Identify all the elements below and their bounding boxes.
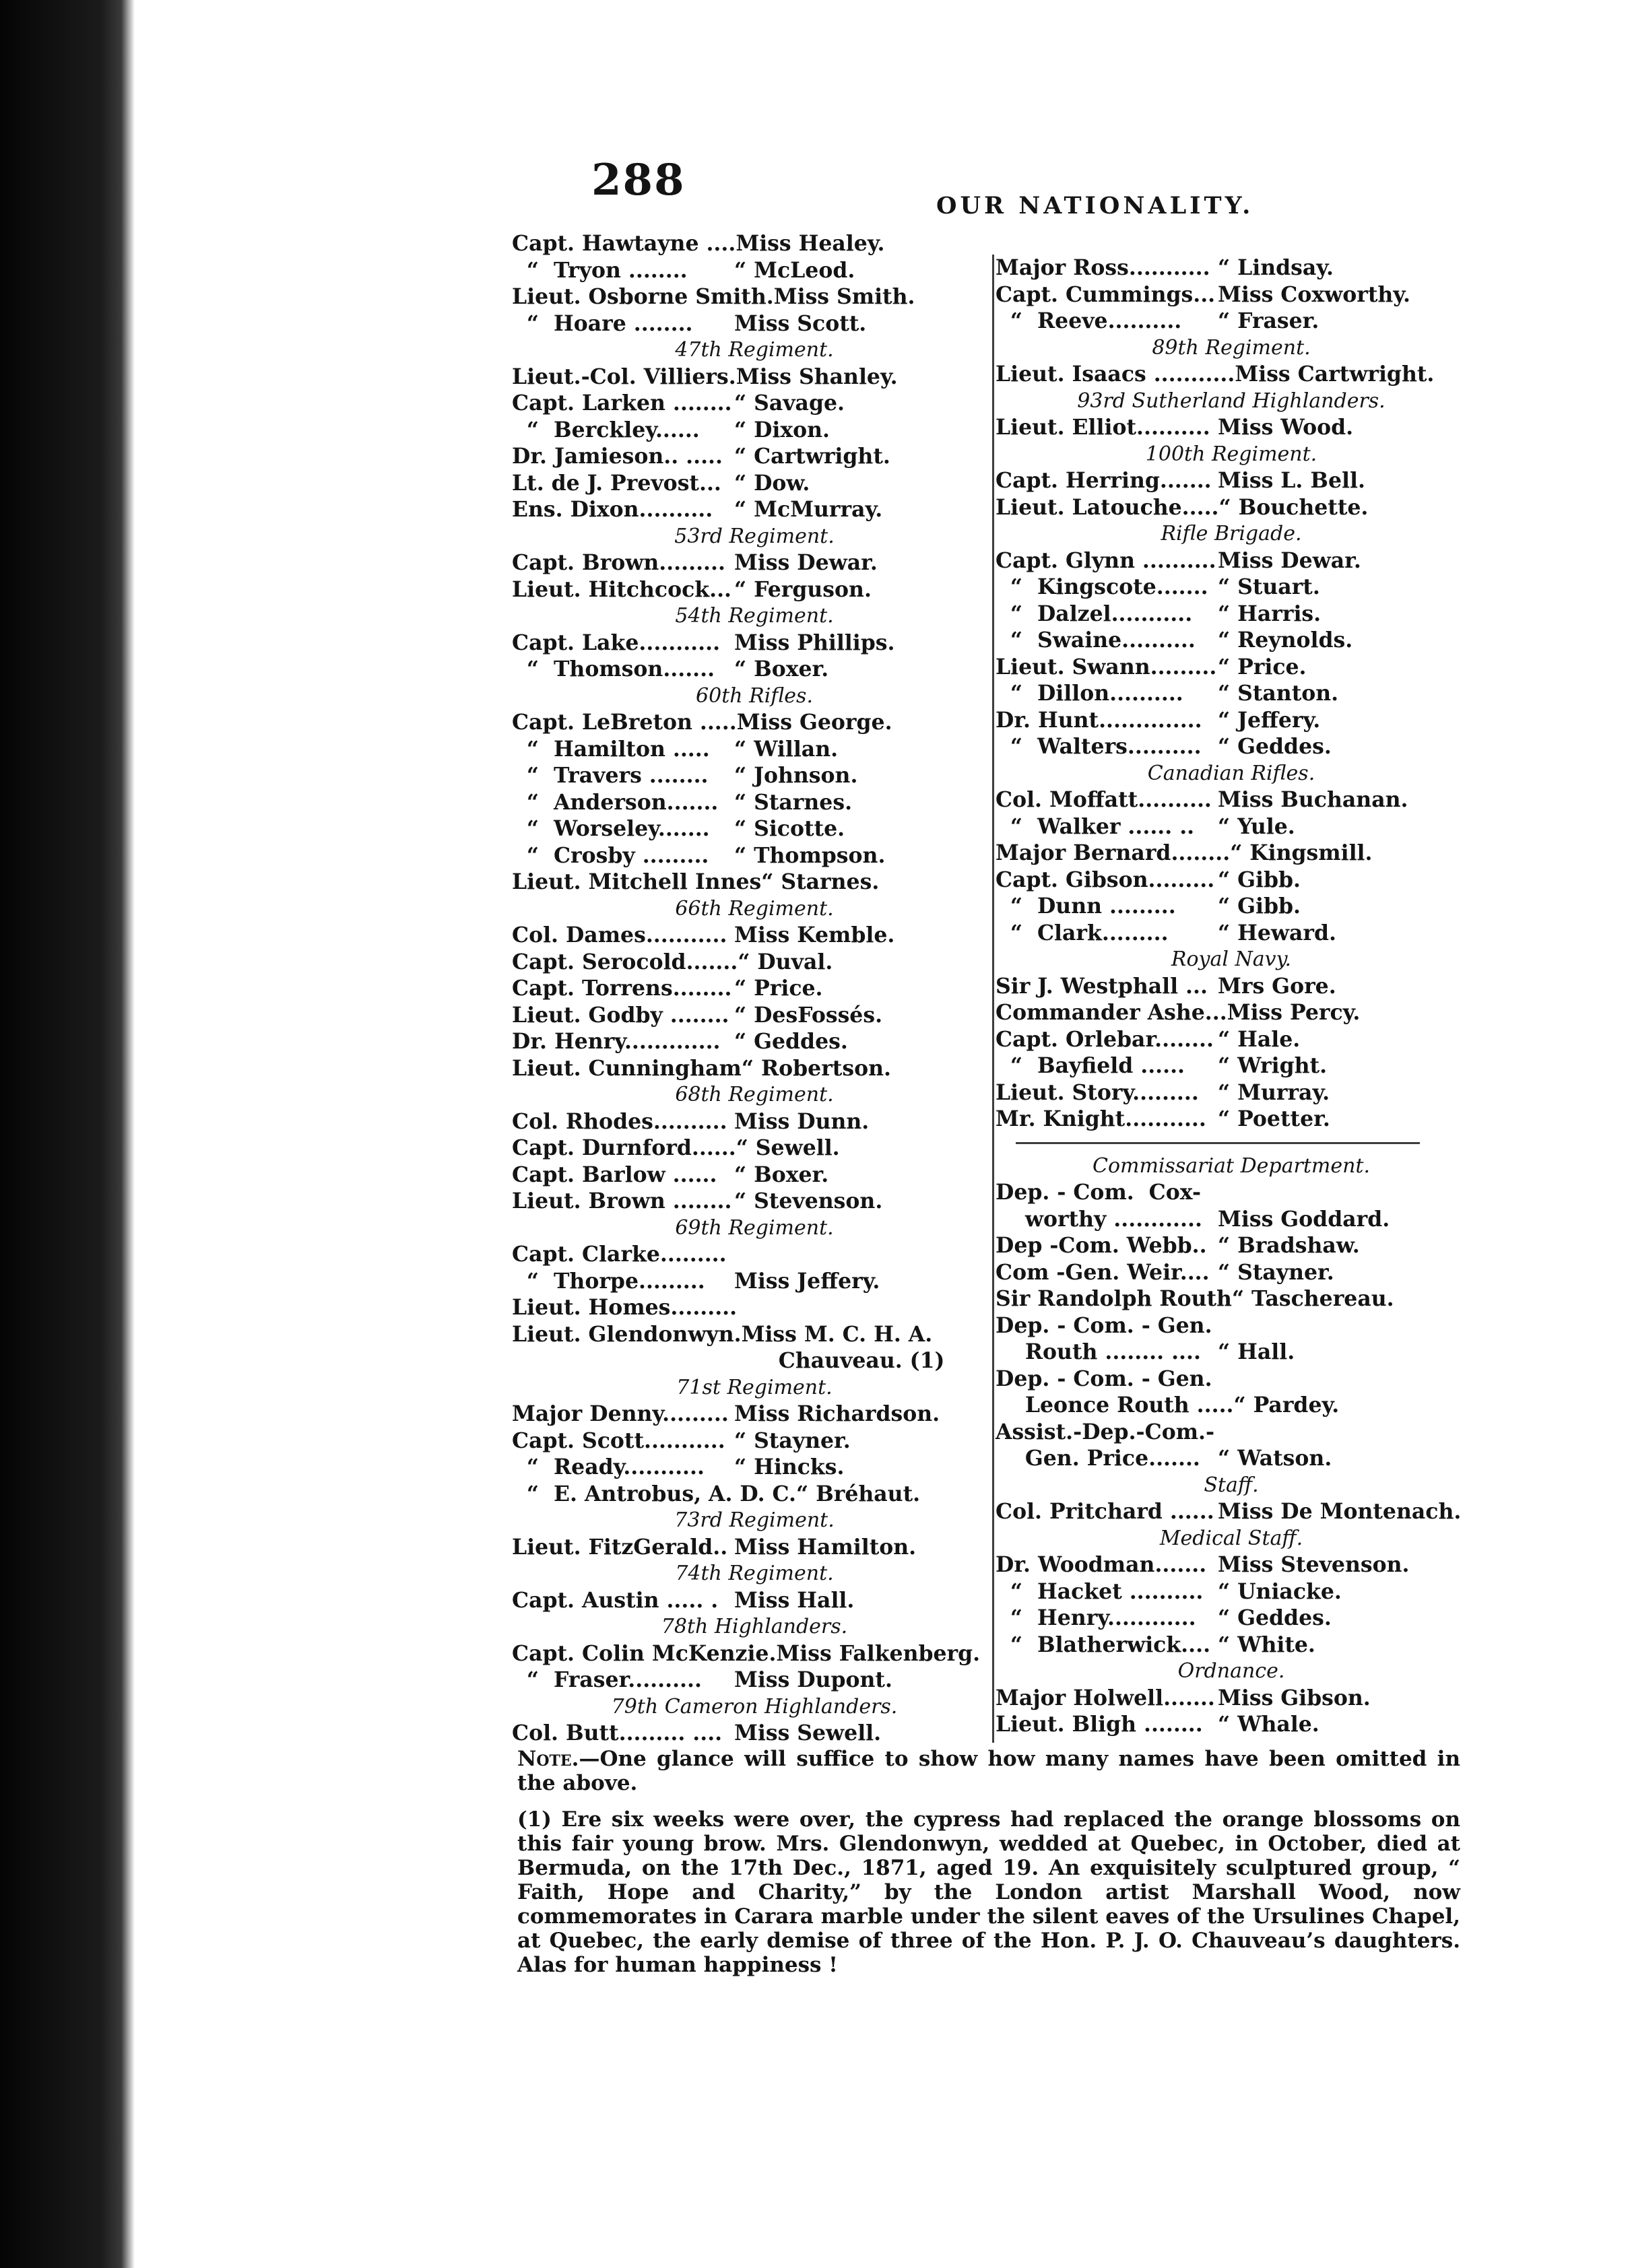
marriage-entry [512, 1347, 997, 1374]
section-heading: Ordnance. [1177, 1659, 1285, 1683]
marriage-entry [512, 709, 997, 736]
marriage-entry [996, 414, 1467, 441]
officer-name: Dep. - Com. Cox- [996, 1180, 1202, 1205]
officer-name: Commander Ashe... [996, 1000, 1227, 1025]
marriage-entry [996, 1632, 1467, 1659]
marriage-entry [512, 842, 997, 869]
section-heading: 68th Regiment. [675, 1083, 834, 1106]
officer-name: “ Henry............ [996, 1605, 1196, 1630]
bride-name: “ Whale. [1218, 1712, 1319, 1737]
marriage-entry [996, 1339, 1467, 1366]
bride-name: “ Savage. [734, 391, 845, 415]
marriage-entry [512, 1268, 997, 1295]
bride-name: “ Hincks. [734, 1455, 845, 1479]
marriage-entry [512, 1640, 997, 1667]
bride-name: Miss Smith. [773, 284, 915, 309]
officer-name: Col. Moffatt.......... [996, 787, 1212, 812]
officer-name: Capt. Glynn .......... [996, 547, 1216, 573]
officer-name: “ Thomson....... [512, 657, 715, 681]
marriage-entry [996, 1445, 1467, 1472]
officer-name: Dr. Woodman....... [996, 1552, 1207, 1577]
bride-name: Miss Goddard. [1218, 1206, 1390, 1232]
marriage-entry [512, 470, 997, 497]
section-heading: 74th Regiment. [675, 1562, 834, 1585]
section-heading: 47th Regiment. [675, 338, 834, 362]
bride-name: Miss L. Bell. [1218, 468, 1365, 493]
section-heading: Medical Staff. [1159, 1526, 1303, 1550]
marriage-entry [996, 1312, 1467, 1339]
officer-name: “ Blatherwick.... [996, 1632, 1211, 1657]
bride-name: Miss Cartwright. [1235, 362, 1435, 387]
marriage-entry [996, 467, 1467, 494]
section-divider [1016, 1142, 1420, 1146]
bride-name: “ Jeffery. [1218, 707, 1321, 733]
bride-name: “ Stuart. [1218, 574, 1320, 599]
officer-name: “ Fraser.......... [512, 1667, 702, 1692]
bride-name: Miss Healey. [736, 231, 885, 256]
marriage-entry [996, 601, 1467, 628]
section-heading: Royal Navy. [1171, 947, 1292, 971]
bride-name: Miss Wood. [1218, 415, 1354, 440]
officer-name: “ Hacket .......... [996, 1578, 1204, 1604]
marriage-entry [996, 1286, 1467, 1312]
bride-name: “ Boxer. [734, 657, 829, 681]
bride-name: “ Uniacke. [1218, 1578, 1342, 1604]
officer-name: Capt. Clarke......... [512, 1242, 727, 1267]
bride-name: Miss Dewar. [1218, 547, 1361, 573]
officer-name: Capt. Serocold....... [512, 949, 738, 974]
officer-name: Major Bernard........ [996, 840, 1231, 865]
marriage-entry [512, 257, 997, 284]
marriage-entry [996, 654, 1467, 681]
marriage-entry [512, 496, 997, 523]
bride-name: “ White. [1218, 1632, 1315, 1657]
officer-name: Capt. Hawtayne .... [512, 231, 736, 256]
marriage-entry [512, 1454, 997, 1481]
bride-name: Miss George. [736, 710, 892, 735]
column-divider [992, 255, 994, 1743]
officer-name: Capt. LeBreton ..... [512, 710, 737, 735]
section-heading: 71st Regiment. [676, 1375, 833, 1399]
marriage-entry [512, 1108, 997, 1135]
section-heading: Canadian Rifles. [1147, 761, 1315, 785]
officer-name: “ Kingscote....... [996, 574, 1208, 599]
marriage-entry [512, 1241, 997, 1268]
bride-name: Miss Dupont. [734, 1667, 892, 1692]
marriage-entry [512, 922, 997, 949]
bride-name: “ Hale. [1218, 1026, 1301, 1052]
marriage-entry [996, 973, 1467, 1000]
marriage-entry [512, 1481, 997, 1508]
marriage-entry [996, 893, 1467, 920]
bride-name: Miss Richardson. [734, 1401, 940, 1426]
officer-name: Assist.-Dep.-Com.- [996, 1419, 1215, 1444]
officer-name: Major Holwell....... [996, 1685, 1215, 1710]
marriage-entry [512, 1534, 997, 1561]
marriage-entry [996, 813, 1467, 840]
bride-name: “ Kingsmill. [1230, 840, 1373, 865]
officer-name: “ Thorpe......... [512, 1268, 705, 1294]
section-heading: 53rd Regiment. [674, 524, 835, 548]
marriage-entry [512, 417, 997, 444]
section-heading: Staff. [1204, 1473, 1259, 1497]
marriage-entry [512, 1188, 997, 1215]
bride-name: Miss Coxworthy. [1218, 281, 1410, 307]
bride-name: “ Poetter. [1218, 1106, 1330, 1131]
marriage-entry [996, 255, 1467, 281]
marriage-entry [996, 574, 1467, 601]
bride-name: “ Gibb. [1218, 867, 1301, 892]
bride-name: “ Wright. [1218, 1053, 1328, 1078]
officer-name: Lt. de J. Prevost... [512, 470, 721, 496]
marriage-entry [512, 736, 997, 763]
marriage-entry [996, 1259, 1467, 1286]
bride-name: “ Stevenson. [734, 1189, 883, 1213]
marriage-entry [512, 364, 997, 391]
bride-name: “ Dow. [734, 470, 810, 496]
bride-name: “ Bradshaw. [1218, 1233, 1360, 1258]
bride-name: “ McMurray. [734, 497, 883, 522]
officer-name: Dep -Com. Webb.. [996, 1233, 1207, 1258]
marriage-entry [996, 1711, 1467, 1738]
officer-name: Lieut. Bligh ........ [996, 1712, 1203, 1737]
officer-name: Capt. Brown......... [512, 550, 725, 575]
marriage-entry [996, 547, 1467, 574]
section-heading: 66th Regiment. [675, 896, 834, 921]
officer-name: Capt. Barlow ...... [512, 1162, 717, 1187]
officer-name: Lieut. Elliot.......... [996, 415, 1210, 440]
officer-name: Lieut. Godby ........ [512, 1002, 729, 1028]
bride-name: Miss Hamilton. [734, 1534, 917, 1560]
bride-name: Miss Stevenson. [1218, 1552, 1410, 1577]
bride-name: “ Willan. [734, 736, 839, 762]
bride-name: “ Thompson. [734, 842, 886, 868]
officer-name: Capt. Lake........... [512, 630, 721, 655]
section-heading: 60th Rifles. [696, 683, 813, 708]
section-heading: 79th Cameron Highlanders. [611, 1694, 898, 1719]
bride-name: Miss M. C. H. A. [741, 1321, 933, 1347]
bride-name: “ Geddes. [1218, 734, 1332, 759]
officer-name: Lieut. Osborne Smith. [512, 284, 774, 309]
bride-name: “ Lindsay. [1218, 255, 1334, 280]
bride-name: “ DesFossés. [734, 1002, 883, 1028]
officer-name: Lieut. Story......... [996, 1079, 1199, 1105]
officer-name: Capt. Larken ........ [512, 391, 732, 415]
marriage-entry [996, 281, 1467, 308]
bride-name: Mrs Gore. [1218, 973, 1336, 999]
marriage-entry [996, 680, 1467, 707]
section-heading: 69th Regiment. [675, 1215, 834, 1240]
bride-name: “ Heward. [1218, 920, 1337, 945]
bride-name: “ Bouchette. [1218, 494, 1369, 520]
marriage-entry [996, 1106, 1467, 1133]
bride-name: “ Pardey. [1233, 1393, 1340, 1418]
officer-name: “ Ready........... [512, 1455, 705, 1479]
bride-name: “ Reynolds. [1218, 628, 1353, 653]
marriage-entry [512, 1135, 997, 1162]
officer-name: Dr. Henry............. [512, 1029, 721, 1054]
section-heading: 93rd Sutherland Highlanders. [1077, 389, 1386, 413]
marriage-entry [996, 1578, 1467, 1605]
officer-name: Lieut. Swann......... [996, 654, 1217, 679]
marriage-entry [512, 1055, 997, 1082]
bride-name: “ Duval. [738, 949, 833, 974]
officer-name: “ Travers ........ [512, 763, 709, 788]
officer-name: Col. Pritchard ...... [996, 1499, 1214, 1524]
bride-name: Miss Buchanan. [1218, 787, 1408, 812]
officer-name: Capt. Scott........... [512, 1428, 725, 1453]
officer-name: Capt. Cummings... [996, 281, 1216, 307]
officer-name: Capt. Austin ..... . [512, 1587, 719, 1613]
officer-name: Major Ross........... [996, 255, 1210, 280]
bride-name: “ Harris. [1218, 601, 1322, 626]
bride-name: “ McLeod. [734, 257, 855, 283]
bride-name: Miss Gibson. [1218, 1685, 1371, 1710]
marriage-entry [512, 1002, 997, 1029]
bride-name: “ Johnson. [734, 763, 858, 788]
officer-name: “ Bayfield ...... [996, 1053, 1185, 1078]
bride-name: “ Yule. [1218, 813, 1295, 839]
officer-name: “ Anderson....... [512, 789, 719, 815]
officer-name: Lieut. Latouche..... [996, 494, 1219, 520]
officer-name: “ Clark......... [996, 920, 1169, 945]
section-heading: 100th Regiment. [1145, 442, 1317, 466]
section-heading: Rifle Brigade. [1161, 522, 1302, 545]
bride-name: “ Starnes. [734, 789, 853, 815]
bride-name: “ Cartwright. [734, 444, 890, 469]
officer-name: “ Walker ...... .. [996, 813, 1195, 839]
marriage-entry [512, 1720, 997, 1747]
marriage-entry [512, 949, 997, 976]
bride-name: “ Stanton. [1218, 681, 1339, 706]
officer-name: Lieut. Mitchell Innes [512, 869, 762, 894]
bride-name: “ Price. [1218, 654, 1307, 679]
officer-name: Sir Randolph Routh [996, 1286, 1232, 1311]
note-label: Note. [517, 1747, 579, 1771]
officer-name: Gen. Price....... [996, 1446, 1200, 1471]
officer-name: Com -Gen. Weir.... [996, 1259, 1210, 1285]
section-heading: 54th Regiment. [675, 604, 834, 628]
officer-name: “ Reeve.......... [996, 308, 1182, 333]
marriage-entry [512, 1162, 997, 1189]
marriage-entry [996, 1605, 1467, 1632]
officer-name: “ Swaine.......... [996, 628, 1196, 653]
marriage-entry [512, 1028, 997, 1055]
marriage-entry [512, 443, 997, 470]
marriage-entry [996, 1392, 1467, 1419]
marriage-entry [512, 975, 997, 1002]
officer-name: “ Walters.......... [996, 734, 1202, 759]
officer-name: Capt. Gibson......... [996, 867, 1215, 892]
officer-name: Capt. Herring....... [996, 468, 1212, 493]
bride-name: “ Stayner. [1218, 1259, 1334, 1285]
officer-name: Sir J. Westphall ... [996, 973, 1208, 999]
marriage-entry [996, 1552, 1467, 1578]
bride-name: “ Sicotte. [734, 816, 845, 841]
note-text: —One glance will suffice to show how many names have been omitted in the above. [517, 1747, 1460, 1795]
bride-name: “ Stayner. [734, 1428, 851, 1453]
officer-name: Lieut.-Col. Villiers. [512, 364, 736, 389]
officer-name: “ Crosby ......... [512, 842, 709, 868]
footnote-paragraph: (1) Ere six weeks were over, the cypress had replaced the orange blossoms on this fair young brow. Mrs. Glendonwyn, wedded at Quebec, in October, died at Bermuda, on the 17th Dec., 1871, aged 19. An exquisitely sculptured group, “ Faith, Hope and Charity,” by the London artist Marshall Wood, now commemorates in Carara marble under the silent eaves of the Ursulines Chapel, at Quebec, the early demise of three of the Hon. P. J. O. Chauveau’s daughters. Alas for human happiness ! [517, 1807, 1460, 1977]
note-paragraph [517, 1747, 1460, 1795]
marriage-entry [996, 627, 1467, 654]
marriage-entry [512, 1428, 997, 1455]
officer-name: “ Tryon ........ [512, 257, 688, 283]
running-head: OUR NATIONALITY. [936, 192, 1254, 220]
section-heading: 78th Highlanders. [661, 1615, 848, 1638]
bride-name: “ Fraser. [1218, 308, 1319, 333]
marriage-entry [512, 815, 997, 842]
bride-name: “ Gibb. [1218, 894, 1301, 919]
bride-name: “ Geddes. [734, 1029, 848, 1054]
officer-name: Dep. - Com. - Gen. [996, 1312, 1212, 1338]
marriage-entry [512, 656, 997, 683]
officer-name: Mr. Knight........... [996, 1106, 1206, 1131]
section-heading: 73rd Regiment. [674, 1508, 835, 1532]
marriage-entry [996, 867, 1467, 894]
officer-name: Col. Dames........... [512, 923, 727, 947]
officer-name: Routh ........ .... [996, 1339, 1201, 1364]
bride-name: Miss Phillips. [734, 630, 895, 655]
officer-name: “ Hamilton ..... [512, 736, 710, 762]
page-number: 288 [591, 155, 686, 205]
marriage-entry [996, 1419, 1467, 1446]
marriage-entry [512, 230, 997, 257]
bride-name: Miss Shanley. [736, 364, 898, 389]
bride-name: “ Starnes. [761, 869, 880, 894]
bride-name: “ Watson. [1218, 1446, 1332, 1471]
marriage-entry [512, 390, 997, 417]
officer-name: Capt. Orlebar........ [996, 1026, 1214, 1052]
officer-name: “ Dunn ......... [996, 894, 1176, 919]
officer-name: “ Hoare ........ [512, 310, 693, 336]
bride-name: Miss Dewar. [734, 550, 878, 575]
officer-name: Major Denny......... [512, 1401, 729, 1426]
marriage-entry [996, 361, 1467, 388]
marriage-entry [996, 1206, 1467, 1233]
officer-name: Lieut. Isaacs ........... [996, 362, 1235, 387]
marriage-entry [996, 1179, 1467, 1206]
marriage-entry [512, 869, 997, 896]
officer-name: Capt. Durnford...... [512, 1135, 736, 1160]
officer-name: Col. Rhodes.......... [512, 1108, 727, 1134]
marriage-entry [996, 707, 1467, 734]
bride-name: “ Dixon. [734, 417, 830, 442]
officer-name: Lieut. Hitchcock... [512, 576, 731, 602]
marriage-entry [512, 1294, 997, 1321]
marriage-entry [512, 762, 997, 789]
marriage-entry [996, 308, 1467, 335]
section-heading: 89th Regiment. [1152, 335, 1311, 360]
bride-name: Miss Kemble. [734, 923, 895, 947]
bride-name: “ Sewell. [736, 1135, 840, 1160]
marriage-entry [512, 284, 997, 310]
marriage-entry [512, 1667, 997, 1694]
bride-name: “ Taschereau. [1231, 1286, 1394, 1311]
bride-name: “ Hall. [1218, 1339, 1295, 1364]
officer-name: Dep. - Com. - Gen. [996, 1366, 1212, 1391]
bride-name: “ Ferguson. [734, 576, 872, 602]
marriage-entry [996, 1366, 1467, 1393]
officer-name: Ens. Dixon.......... [512, 497, 713, 522]
marriage-entry [996, 733, 1467, 760]
officer-name: “ Dillon.......... [996, 681, 1183, 706]
marriage-entry [512, 1321, 997, 1348]
officer-name: Lieut. Homes......... [512, 1295, 738, 1320]
bride-name: Miss Jeffery. [734, 1268, 880, 1294]
scan-binding-shadow [0, 0, 135, 2268]
officer-name: Lieut. Cunningham [512, 1055, 742, 1081]
officer-name: “ Worseley....... [512, 816, 710, 841]
bride-name: “ Geddes. [1218, 1605, 1332, 1630]
marriage-entry [512, 310, 997, 337]
officer-name: “ E. Antrobus, A. D. C. [512, 1481, 797, 1506]
bride-name: “ Bréhaut. [796, 1481, 921, 1506]
marriage-entry [996, 1079, 1467, 1106]
marriage-entry [996, 1498, 1467, 1525]
bride-name: Miss Sewell. [734, 1721, 882, 1745]
bride-name: “ Murray. [1218, 1079, 1330, 1105]
bride-name: “ Price. [734, 976, 823, 1001]
bride-name: Miss Percy. [1227, 1000, 1361, 1025]
officer-name: Lieut. Glendonwyn. [512, 1321, 742, 1347]
bride-name: Miss Dunn. [734, 1108, 870, 1134]
bride-name: Miss De Montenach. [1218, 1499, 1462, 1524]
marriage-entry [996, 999, 1467, 1026]
bride-name: “ Boxer. [734, 1162, 829, 1187]
marriage-entry [996, 787, 1467, 813]
marriage-entry [512, 1401, 997, 1428]
officer-name: Dr. Jamieson.. ..... [512, 444, 723, 469]
officer-name: “ Dalzel........... [996, 601, 1193, 626]
officer-name: Lieut. FitzGerald.. [512, 1534, 728, 1560]
marriage-entry [996, 1685, 1467, 1712]
bride-name: Miss Falkenberg. [776, 1640, 981, 1666]
officer-name: Col. Butt......... .... [512, 1721, 723, 1745]
marriage-entry [996, 1232, 1467, 1259]
marriage-entry [996, 1053, 1467, 1079]
officer-name: Dr. Hunt.............. [996, 707, 1202, 733]
officer-name: “ Berckley...... [512, 417, 700, 442]
marriage-entry [996, 1026, 1467, 1053]
marriage-entry [996, 494, 1467, 521]
right-column [996, 255, 1467, 1738]
officer-name: Capt. Torrens........ [512, 976, 732, 1001]
officer-name: Lieut. Brown ........ [512, 1189, 732, 1213]
bride-name: Miss Scott. [734, 310, 867, 336]
marriage-entry [512, 576, 997, 603]
marriage-entry [512, 549, 997, 576]
left-column [512, 230, 997, 1747]
bride-name: Miss Hall. [734, 1587, 855, 1613]
marriage-entry [996, 920, 1467, 947]
bride-name: Chauveau. (1) [734, 1348, 945, 1373]
marriage-entry [996, 840, 1467, 867]
section-heading: Commissariat Department. [1092, 1154, 1370, 1178]
officer-name: worthy ............ [996, 1206, 1202, 1232]
bride-name: “ Robertson. [741, 1055, 891, 1081]
marriage-entry [512, 789, 997, 816]
marriage-entry [512, 1587, 997, 1614]
officer-name: Capt. Colin McKenzie. [512, 1640, 777, 1666]
officer-name: Leonce Routh ..... [996, 1393, 1234, 1418]
marriage-entry [512, 630, 997, 657]
